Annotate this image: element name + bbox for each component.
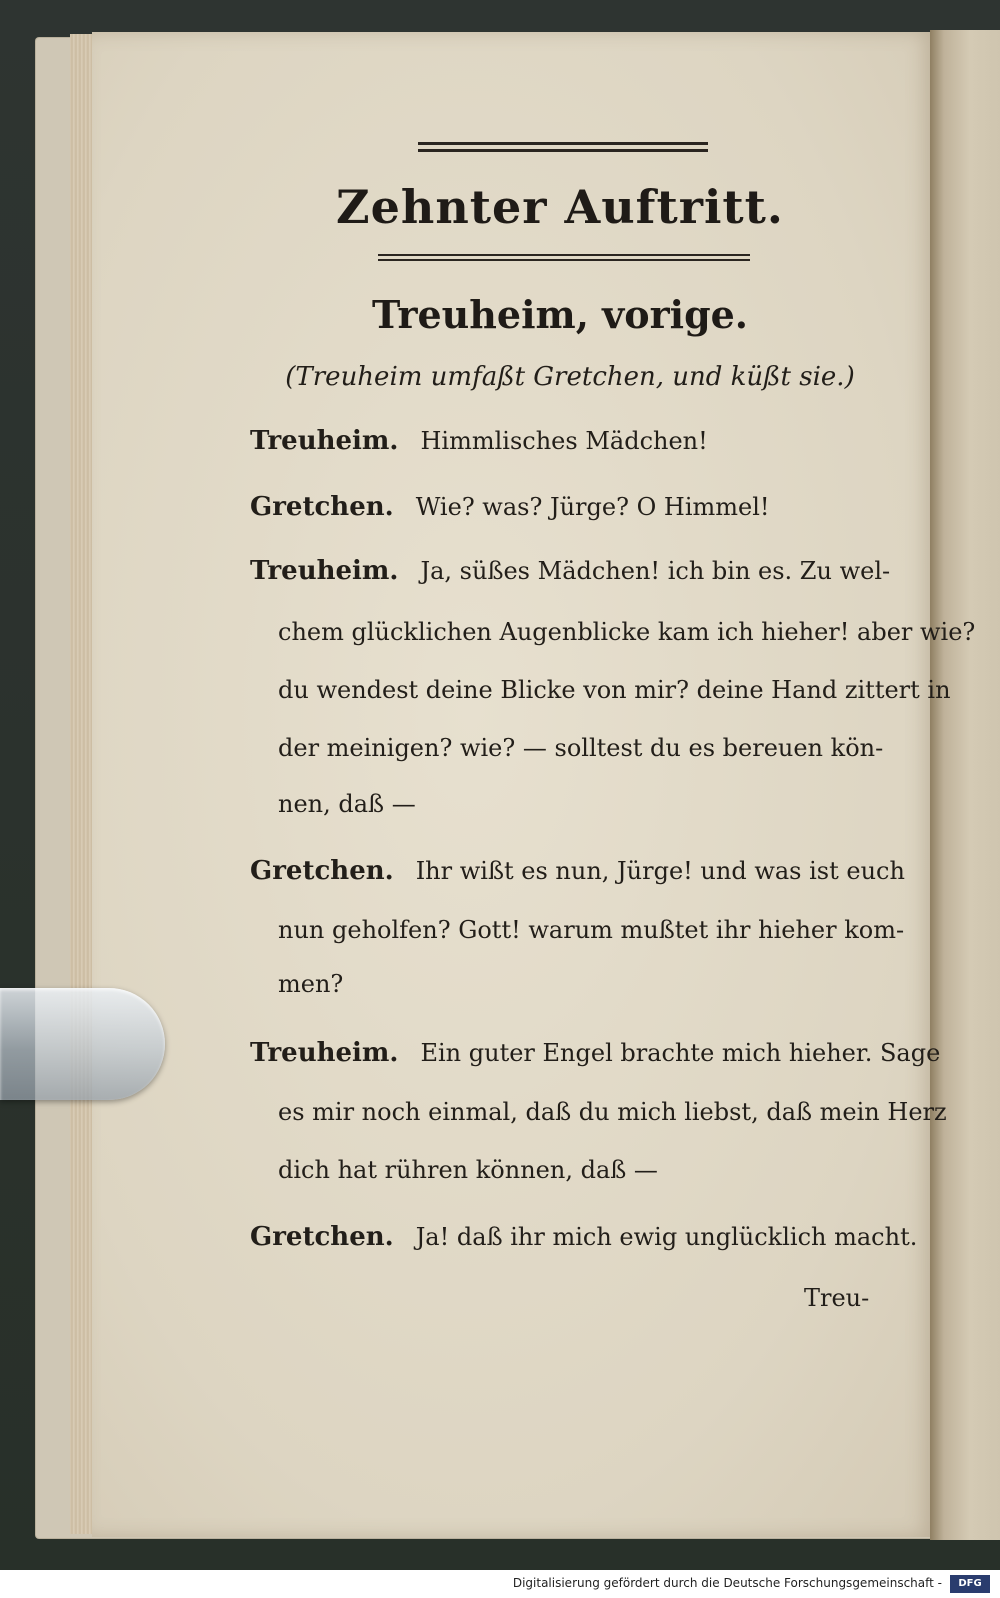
facing-page-edge <box>930 30 1000 1540</box>
dialogue-text: chem glücklichen Augenblicke kam ich hieher! aber wie? <box>278 618 976 646</box>
speaker-name: Gretchen. <box>250 856 394 886</box>
dialogue-text: Ja! daß ihr mich ewig unglücklich macht. <box>415 1223 918 1251</box>
dialogue-text: nun geholfen? Gott! warum mußtet ihr hieher kom- <box>278 916 905 944</box>
dialogue-text: der meinigen? wie? — solltest du es bereuen kön- <box>278 734 884 762</box>
catchword: Treu- <box>804 1284 870 1312</box>
dfg-logo: DFG <box>950 1575 990 1593</box>
dialogue-line <box>278 734 918 762</box>
speaker-name: Treuheim. <box>250 556 399 586</box>
dialogue-line <box>250 426 890 456</box>
dialogue-text: Ja, süßes Mädchen! ich bin es. Zu wel- <box>420 557 891 585</box>
scene-title: Zehnter Auftritt. <box>336 180 784 234</box>
dialogue-text: nen, daß — <box>278 790 416 818</box>
dialogue-line <box>278 1098 947 1126</box>
dialogue-text: dich hat rühren können, daß — <box>278 1156 658 1184</box>
speaker-name: Treuheim. <box>250 1038 399 1068</box>
dialogue-text: Ihr wißt es nun, Jürge! und was ist euch <box>415 857 905 885</box>
dialogue-line <box>278 618 976 646</box>
speaker-name: Gretchen. <box>250 492 394 522</box>
stage-direction: (Treuheim umfaßt Gretchen, und küßt sie.) <box>285 362 855 392</box>
dialogue-line <box>278 970 918 998</box>
dialogue-text: es mir noch einmal, daß du mich liebst, daß mein Herz <box>278 1098 947 1126</box>
dialogue-text: Ein guter Engel brachte mich hieher. Sage <box>420 1039 941 1067</box>
dialogue-line <box>278 1156 918 1184</box>
cast-list: Treuheim, vorige. <box>371 292 749 337</box>
page-clip <box>0 988 165 1100</box>
speaker-name: Gretchen. <box>250 1222 394 1252</box>
speaker-name: Treuheim. <box>250 426 399 456</box>
dialogue-line <box>278 676 951 704</box>
dialogue-text: Wie? was? Jürge? O Himmel! <box>415 493 770 521</box>
dialogue-line <box>250 556 890 586</box>
dialogue-line <box>278 790 918 818</box>
dialogue-line <box>250 1222 918 1252</box>
dialogue-text: du wendest deine Blicke von mir? deine Hand zittert in <box>278 676 951 704</box>
footer-bar <box>0 1570 1000 1598</box>
funding-credit: Digitalisierung gefördert durch die Deutsche Forschungsgemeinschaft - <box>512 1576 942 1590</box>
dialogue-line <box>250 856 905 886</box>
ornamental-rule <box>418 142 708 160</box>
dialogue-line <box>250 492 890 522</box>
title-underline <box>378 254 750 264</box>
dialogue-text: men? <box>278 970 344 998</box>
dialogue-line <box>278 916 918 944</box>
dialogue-text: Himmlisches Mädchen! <box>420 427 708 455</box>
dialogue-line <box>250 1038 941 1068</box>
